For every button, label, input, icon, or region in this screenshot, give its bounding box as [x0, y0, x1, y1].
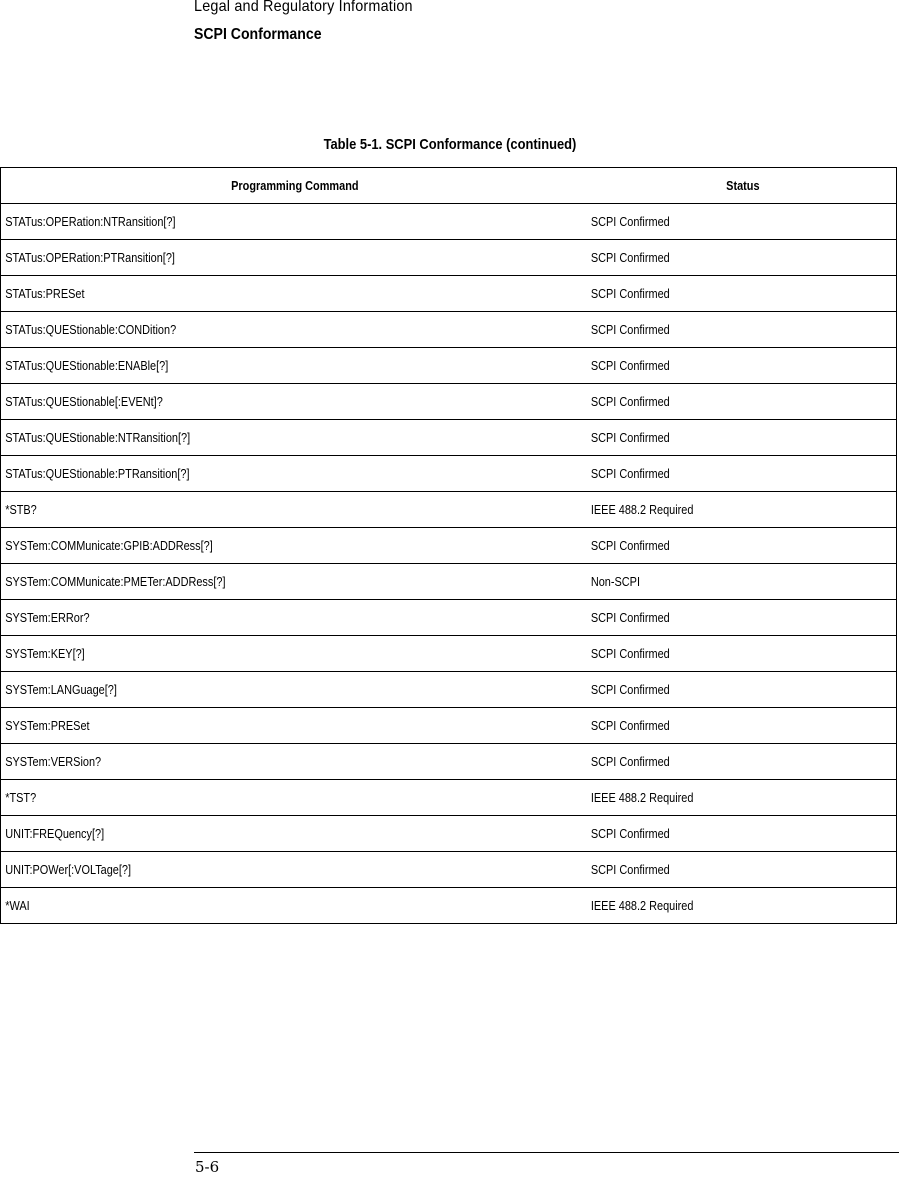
table-caption-text: Table 5-1. SCPI Conformance (continued): [323, 136, 576, 153]
table-row: [1, 672, 897, 708]
status-cell: IEEE 488.2 Required: [590, 492, 897, 528]
status-cell: SCPI Confirmed: [590, 384, 897, 420]
status-cell: SCPI Confirmed: [590, 744, 897, 780]
table-row: [1, 780, 897, 816]
footer-rule: [194, 1152, 899, 1153]
table-row: [1, 240, 897, 276]
status-cell: SCPI Confirmed: [590, 420, 897, 456]
status-cell: SCPI Confirmed: [590, 672, 897, 708]
table-row: [1, 744, 897, 780]
command-cell: *TST?: [1, 780, 590, 816]
command-cell: SYSTem:KEY[?]: [1, 636, 590, 672]
table-row: [1, 564, 897, 600]
table-row: [1, 888, 897, 924]
command-cell: SYSTem:LANGuage[?]: [1, 672, 590, 708]
status-cell: SCPI Confirmed: [590, 528, 897, 564]
command-cell: STATus:QUEStionable:PTRansition[?]: [1, 456, 590, 492]
command-cell: STATus:QUEStionable:ENABle[?]: [1, 348, 590, 384]
status-cell: IEEE 488.2 Required: [590, 888, 897, 924]
table-row: [1, 528, 897, 564]
status-cell: SCPI Confirmed: [590, 348, 897, 384]
table-row: [1, 816, 897, 852]
status-cell: Non-SCPI: [590, 564, 897, 600]
table-row: [1, 348, 897, 384]
command-cell: UNIT:POWer[:VOLTage[?]: [1, 852, 590, 888]
column-header-command: Programming Command: [1, 168, 590, 204]
table-row: [1, 204, 897, 240]
status-cell: SCPI Confirmed: [590, 312, 897, 348]
status-cell: SCPI Confirmed: [590, 204, 897, 240]
table-body: [1, 204, 897, 924]
status-cell: SCPI Confirmed: [590, 240, 897, 276]
command-cell: STATus:OPERation:PTRansition[?]: [1, 240, 590, 276]
status-cell: SCPI Confirmed: [590, 600, 897, 636]
table-row: [1, 312, 897, 348]
command-cell: STATus:PRESet: [1, 276, 590, 312]
scpi-conformance-table: [0, 167, 897, 924]
command-cell: STATus:OPERation:NTRansition[?]: [1, 204, 590, 240]
table-caption: [0, 136, 899, 153]
command-cell: *WAI: [1, 888, 590, 924]
table-row: [1, 708, 897, 744]
table-row: [1, 636, 897, 672]
command-cell: STATus:QUEStionable:CONDition?: [1, 312, 590, 348]
command-cell: STATus:QUEStionable[:EVENt]?: [1, 384, 590, 420]
table-row: [1, 600, 897, 636]
status-cell: SCPI Confirmed: [590, 456, 897, 492]
command-cell: SYSTem:COMMunicate:PMETer:ADDRess[?]: [1, 564, 590, 600]
running-header-subsection: SCPI Conformance: [194, 26, 322, 43]
table-row: [1, 852, 897, 888]
command-cell: UNIT:FREQuency[?]: [1, 816, 590, 852]
status-cell: SCPI Confirmed: [590, 852, 897, 888]
table-row: [1, 384, 897, 420]
table-row: [1, 492, 897, 528]
running-header-section: Legal and Regulatory Information: [194, 0, 413, 15]
page-number: 5-6: [195, 1158, 220, 1176]
status-cell: SCPI Confirmed: [590, 816, 897, 852]
command-cell: SYSTem:ERRor?: [1, 600, 590, 636]
command-cell: SYSTem:VERSion?: [1, 744, 590, 780]
status-cell: SCPI Confirmed: [590, 636, 897, 672]
command-cell: SYSTem:COMMunicate:GPIB:ADDRess[?]: [1, 528, 590, 564]
command-cell: *STB?: [1, 492, 590, 528]
status-cell: SCPI Confirmed: [590, 708, 897, 744]
column-header-status: Status: [590, 168, 897, 204]
table-row: [1, 276, 897, 312]
table-header-row: [1, 168, 897, 204]
status-cell: IEEE 488.2 Required: [590, 780, 897, 816]
command-cell: STATus:QUEStionable:NTRansition[?]: [1, 420, 590, 456]
command-cell: SYSTem:PRESet: [1, 708, 590, 744]
table-row: [1, 456, 897, 492]
status-cell: SCPI Confirmed: [590, 276, 897, 312]
table-row: [1, 420, 897, 456]
